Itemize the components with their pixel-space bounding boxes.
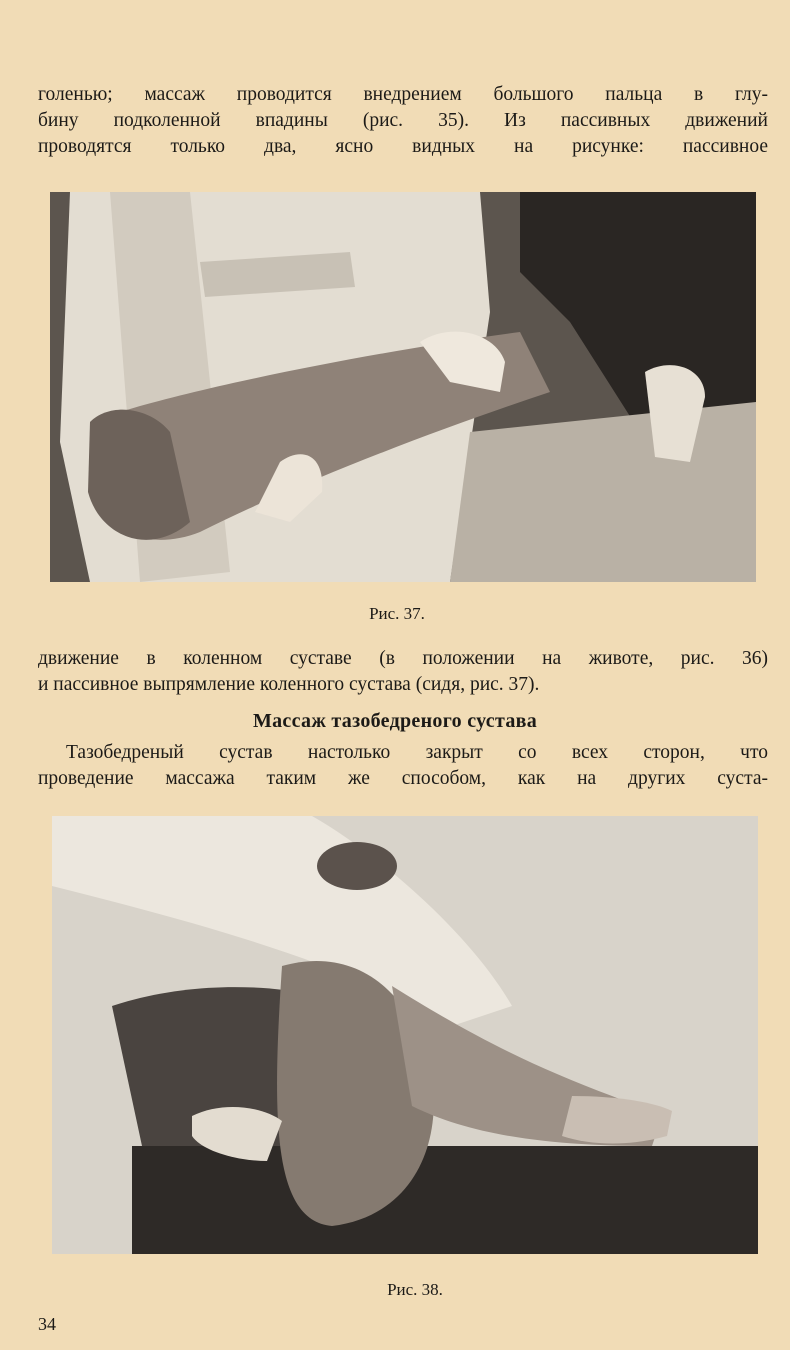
- page-number: 34: [38, 1314, 56, 1334]
- figure-37-illustration: [50, 192, 756, 582]
- figure-38-caption: Рис. 38.: [387, 1280, 443, 1299]
- figure-38-photo: [52, 816, 758, 1254]
- text-line: и пассивное выпрямление коленного сустава (сидя, рис. 37).: [38, 674, 540, 695]
- figure-37-photo: [50, 192, 756, 582]
- text-line: бину подколенной впадины (рис. 35). Из пассивных движений: [38, 110, 768, 131]
- text-line: голенью; массаж проводится внедрением большого пальца в глу-: [38, 84, 768, 105]
- middle-paragraph: [38, 646, 768, 698]
- figure-37-caption: Рис. 37.: [369, 604, 425, 623]
- text-line: движение в коленном суставе (в положении на животе, рис. 36): [38, 648, 768, 669]
- text-line: проведение массажа таким же способом, как на других суста-: [38, 768, 768, 789]
- text-line: Тазобедреный сустав настолько закрыт со всех сторон, что: [66, 742, 768, 763]
- top-paragraph: [38, 82, 768, 160]
- figure-38-illustration: [52, 816, 758, 1254]
- section-heading: Массаж тазобедреного сустава: [252, 710, 538, 732]
- section-paragraph: [38, 740, 768, 792]
- text-line: проводятся только два, ясно видных на рисунке: пассивное: [38, 136, 768, 157]
